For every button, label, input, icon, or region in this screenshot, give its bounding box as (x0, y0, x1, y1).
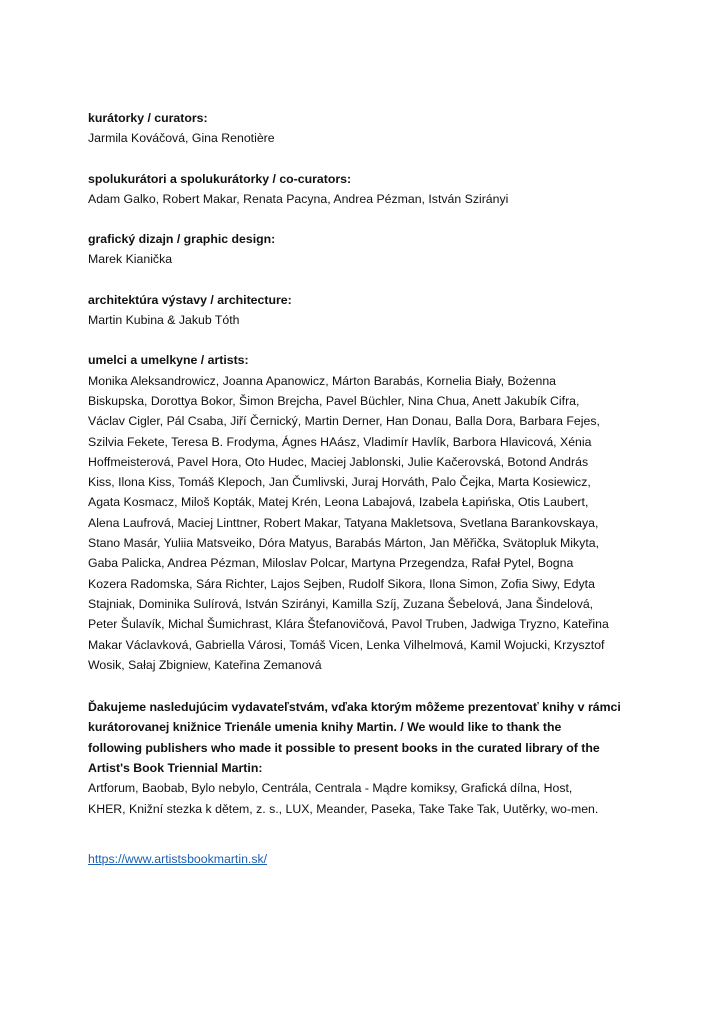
artists-line: Monika Aleksandrowicz, Joanna Apanowicz, Márton Barabás, Kornelia Biały, Bożenna (88, 373, 556, 388)
thanks-heading-line: Artist's Book Triennial Martin: (88, 761, 263, 776)
artists-section (88, 350, 648, 675)
curators-names: Jarmila Kováčová, Gina Renotière (88, 131, 275, 146)
design-section (88, 229, 648, 270)
thanks-heading-line: following publishers who made it possible to present books in the curated library of the (88, 740, 600, 755)
artists-line: Stajniak, Dominika Sulírová, István Szirányi, Kamilla Szíj, Zuzana Šebelová, Jana Šindelová, (88, 596, 594, 611)
artists-list (88, 371, 648, 675)
artists-line: Biskupska, Dorottya Bokor, Šimon Brejcha, Pavel Büchler, Nina Chua, Anett Jakubík Cifra, (88, 393, 580, 408)
artists-line: Alena Laufrová, Maciej Linttner, Robert Makar, Tatyana Makletsova, Svetlana Barankovskaya, (88, 515, 599, 530)
artists-line: Szilvia Fekete, Teresa B. Frodyma, Ágnes HAász, Vladimír Havlík, Barbora Hlavicová, Xénia (88, 434, 592, 449)
design-heading: grafický dizajn / graphic design: (88, 232, 276, 247)
artists-line: Gaba Palicka, Andrea Pézman, Miloslav Polcar, Martyna Przegendza, Rafał Pytel, Bogna (88, 556, 574, 571)
artists-line: Václav Cigler, Pál Csaba, Jiří Černický, Martin Derner, Han Donau, Balla Dora, Barbara Fejes, (88, 414, 600, 429)
architecture-heading: architektúra výstavy / architecture: (88, 292, 292, 307)
artists-line: Hoffmeisterová, Pavel Hora, Oto Hudec, Maciej Jablonski, Julie Kačerovská, Botond András (88, 454, 589, 469)
artists-line: Agata Kosmacz, Miloš Kopták, Matej Krén, Leona Labajová, Izabela Łapińska, Otis Laubert, (88, 495, 589, 510)
thanks-section (88, 697, 648, 819)
architecture-names: Martin Kubina & Jakub Tóth (88, 313, 240, 328)
artists-line: Kiss, Ilona Kiss, Tomáš Klepoch, Jan Čumlivski, Juraj Horváth, Palo Čejka, Marta Kosiewicz, (88, 475, 591, 490)
curators-heading: kurátorky / curators: (88, 111, 208, 125)
artists-line: Kozera Radomska, Sára Richter, Lajos Sejben, Rudolf Sikora, Ilona Simon, Zofia Siwy, Edyta (88, 576, 595, 591)
thanks-heading-line: kurátorovanej knižnice Trienále umenia knihy Martin. / We would like to thank the (88, 720, 562, 735)
website-link-block (88, 849, 648, 869)
website-link[interactable]: https://www.artistsbookmartin.sk/ (88, 851, 268, 866)
cocurators-heading: spolukurátori a spolukurátorky / co-curators: (88, 171, 352, 186)
thanks-heading-line: Ďakujeme nasledujúcim vydavateľstvám, vďaka ktorým môžeme prezentovať knihy v rámci (88, 700, 621, 715)
cocurators-section (88, 169, 648, 210)
artists-heading: umelci a umelkyne / artists: (88, 353, 249, 368)
design-names: Marek Kianička (88, 252, 173, 267)
architecture-section (88, 290, 648, 331)
artists-line: Makar Václavková, Gabriella Városi, Tomáš Vicen, Lenka Vilhelmová, Kamil Wojucki, Krzysztof (88, 637, 605, 652)
publishers-line: Artforum, Baobab, Bylo nebylo, Centrála, Centrala - Mądre komiksy, Grafická dílna, Host, (88, 781, 573, 796)
curators-section (88, 108, 648, 149)
cocurators-names: Adam Galko, Robert Makar, Renata Pacyna, Andrea Pézman, István Szirányi (88, 191, 509, 206)
document-page (88, 108, 648, 869)
artists-line: Peter Šulavík, Michal Šumichrast, Klára Štefanovičová, Pavol Truben, Jadwiga Tryzno, Kateřina (88, 617, 609, 632)
artists-line: Stano Masár, Yuliia Matsveiko, Dóra Matyus, Barabás Márton, Jan Měřička, Svätopluk Mikyta, (88, 536, 599, 551)
artists-line: Wosik, Sałaj Zbigniew, Kateřina Zemanová (88, 657, 322, 672)
publishers-line: KHER, Knižní stezka k dětem, z. s., LUX, Meander, Paseka, Take Take Tak, Uutěrky, wo-men. (88, 801, 599, 816)
